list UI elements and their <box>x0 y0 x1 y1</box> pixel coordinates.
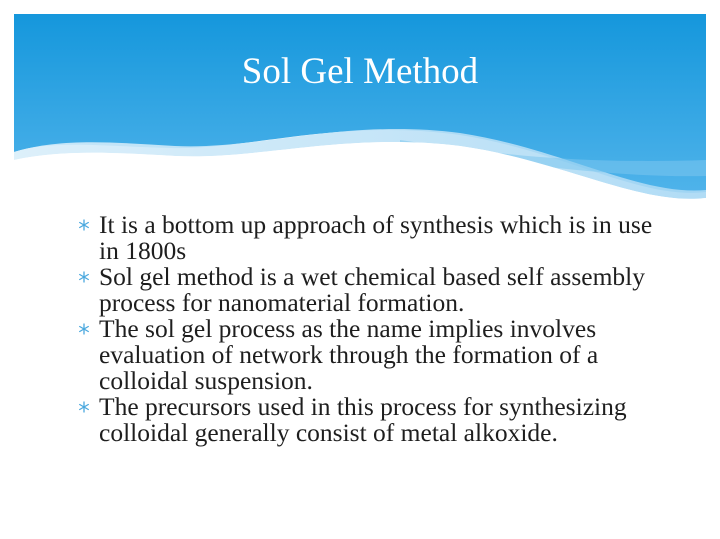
asterisk-bullet-icon <box>78 401 90 413</box>
bullet-text: It is a bottom up approach of synthesis which is in use in 1800s <box>99 210 653 265</box>
bullet-item <box>78 394 678 446</box>
bullet-text: The sol gel process as the name implies involves evaluation of network through the formation of a colloidal suspension. <box>99 314 599 395</box>
bullet-item <box>78 316 678 394</box>
asterisk-bullet-icon <box>78 271 90 283</box>
bullet-item <box>78 212 678 264</box>
asterisk-bullet-icon <box>78 219 90 231</box>
asterisk-bullet-icon <box>78 323 90 335</box>
wave-background <box>0 0 720 210</box>
slide-title: Sol Gel Method <box>241 51 479 92</box>
bullet-text: Sol gel method is a wet chemical based self assembly process for nanomaterial formation. <box>99 262 645 317</box>
bullet-item <box>78 264 678 316</box>
bullet-list <box>78 212 678 446</box>
header-wave-banner <box>0 0 720 210</box>
bullet-text: The precursors used in this process for synthesizing colloidal generally consist of metal alkoxide. <box>99 392 627 447</box>
